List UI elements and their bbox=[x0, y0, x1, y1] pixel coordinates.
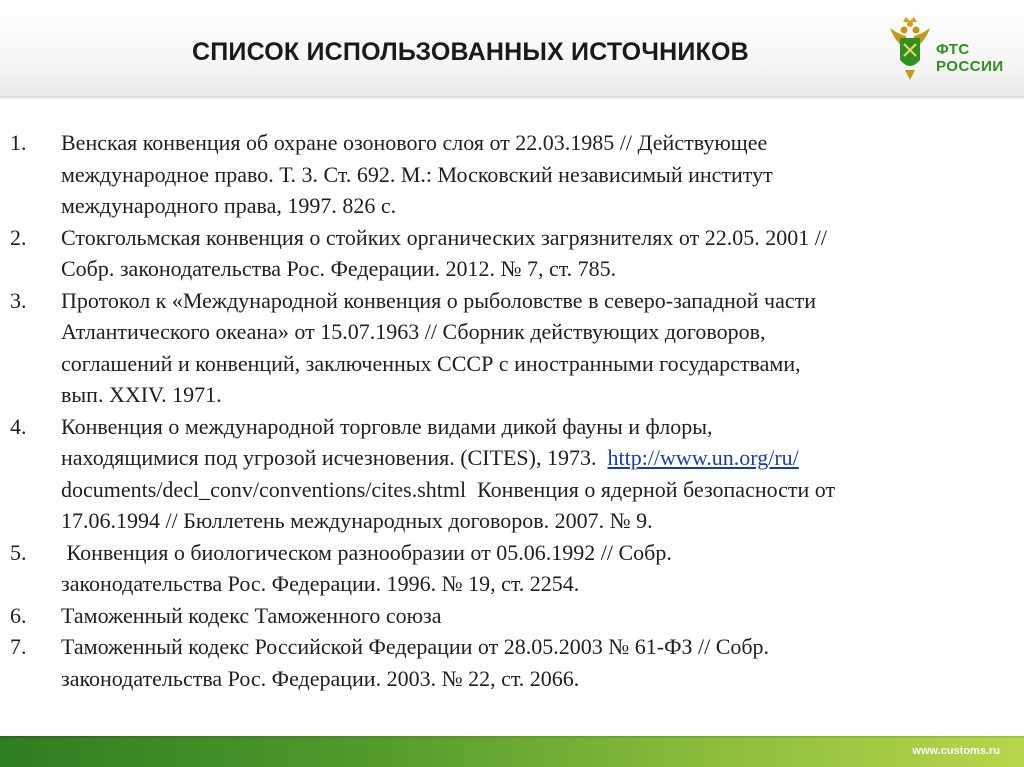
item-text bbox=[61, 537, 1011, 600]
list-item bbox=[0, 222, 1024, 285]
text-line: международное право. Т. 3. Ст. 692. М.: Московский независимый институт bbox=[61, 161, 773, 187]
item-text bbox=[61, 600, 1011, 632]
text-line: Таможенный кодекс Таможенного союза bbox=[61, 602, 442, 628]
text-line: Протокол к «Международной конвенция о рыболовстве в северо-западной части bbox=[61, 287, 817, 313]
item-text bbox=[61, 222, 1011, 285]
item-text bbox=[61, 127, 1011, 222]
logo-text-russia: РОССИИ bbox=[936, 58, 1004, 75]
item-number: 2. bbox=[10, 224, 27, 250]
text-line: Атлантического океана» от 15.07.1963 // Сборник действующих договоров, bbox=[61, 319, 766, 344]
list-item bbox=[0, 600, 1024, 632]
text-line: Таможенный кодекс Российской Федерации от 28.05.2003 № 61-ФЗ // Собр. bbox=[61, 634, 770, 659]
text-line: 17.06.1994 // Бюллетень международных договоров. 2007. № 9. bbox=[61, 508, 653, 533]
item-number: 5. bbox=[10, 539, 27, 565]
list-item bbox=[0, 537, 1024, 600]
item-number: 6. bbox=[10, 602, 27, 628]
logo-text-fts: ФТС bbox=[936, 41, 970, 58]
text-line: documents/decl_conv/conventions/cites.shtml Конвенция о ядерной безопасности от bbox=[61, 476, 836, 502]
text-line: Конвенция о международной торговле видами дикой фауны и флоры, bbox=[61, 413, 713, 439]
slide-title: СПИСОК ИСПОЛЬЗОВАННЫХ ИСТОЧНИКОВ bbox=[192, 38, 749, 66]
list-item bbox=[0, 411, 1024, 537]
header-divider bbox=[0, 96, 1024, 99]
item-text bbox=[61, 631, 1011, 694]
list-item bbox=[0, 631, 1024, 694]
text-line: Конвенция о биологическом разнообразии от 05.06.1992 // Собр. bbox=[61, 539, 672, 565]
eagle-emblem-icon bbox=[886, 14, 934, 84]
text-line: международного права, 1997. 826 с. bbox=[61, 193, 397, 218]
text-line: Стокгольмская конвенция о стойких органических загрязнителях от 22.05. 2001 // bbox=[61, 224, 827, 250]
text-line: законодательства Рос. Федерации. 2003. № 22, ст. 2066. bbox=[61, 665, 580, 691]
list-item bbox=[0, 127, 1024, 222]
text-line: соглашений и конвенций, заключенных СССР с иностранными государствами, bbox=[61, 350, 801, 376]
footer-url: www.customs.ru bbox=[912, 745, 1000, 757]
text-line: Венская конвенция об охране озонового слоя от 22.03.1985 // Действующее bbox=[61, 130, 768, 155]
sources-list bbox=[0, 127, 1024, 694]
item-number: 1. bbox=[10, 130, 27, 155]
text-line bbox=[61, 442, 1011, 474]
text-segment: находящимися под угрозой исчезновения. (CITES), 1973. bbox=[61, 445, 597, 470]
text-line: Собр. законодательства Рос. Федерации. 2012. № 7, ст. 785. bbox=[61, 256, 617, 281]
list-item bbox=[0, 285, 1024, 411]
item-number: 4. bbox=[10, 413, 27, 439]
fts-logo bbox=[886, 14, 1004, 84]
text-line: вып. XXIV. 1971. bbox=[61, 382, 222, 407]
item-number: 7. bbox=[10, 634, 27, 659]
item-text bbox=[61, 411, 1011, 537]
item-number: 3. bbox=[10, 287, 27, 313]
item-text bbox=[61, 285, 1011, 411]
footer-bar bbox=[0, 738, 1024, 767]
text-line: законодательства Рос. Федерации. 1996. № 19, ст. 2254. bbox=[61, 571, 580, 596]
cites-link[interactable]: http://www.un.org/ru/ bbox=[607, 445, 799, 470]
